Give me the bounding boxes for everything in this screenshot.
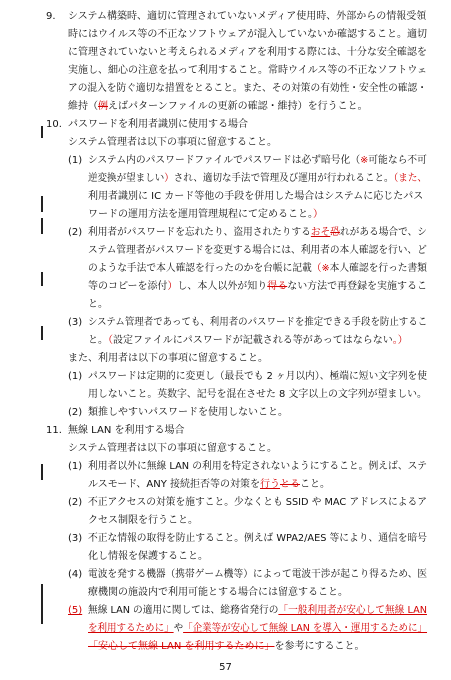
line-text [88,586,348,599]
text-segment: ワードの運用方法を運用管理規程にて定めること。 [88,209,313,220]
change-bar [41,584,43,624]
text-segment: システム内のパスワードファイルでパスワードは必ず暗号化（ [88,155,361,166]
text-segment: 可能なら不可 [368,155,427,166]
text-segment: 電波を発する機器（携帯ゲーム機等）によって電波干渉が起こり得るため、医 [88,569,428,580]
line-text [88,478,330,491]
text-segment: や [173,623,184,634]
text-segment: 無線 LAN を利用する場合 [68,425,185,436]
line-text [88,262,427,275]
line-text [88,622,427,635]
inserted-text: （※ [311,263,330,274]
line-text [88,280,427,293]
text-segment: システム管理者であっても、利用者のパスワードを推定できる手段を防止するこ [88,317,428,328]
deleted-text: 恐 [330,227,340,238]
text-segment: 類推しやすいパスワードを使用しないこと。 [88,407,288,418]
text-segment: パスワードは定期的に変更し（最長でも 2 ヶ月以内）、極端に短い文字列を使 [88,371,428,382]
text-segment: 化し情報を保護すること。 [88,551,208,562]
inserted-text: （ [108,335,113,346]
line-text [88,226,427,239]
inserted-text: を利用するために」 [88,623,174,634]
change-bar [41,464,43,480]
inserted-text: 行う [260,479,281,490]
line-text [68,10,426,23]
line-text [88,208,323,221]
line-text [88,514,198,527]
deleted-text: 例 [98,101,108,112]
line-text [88,316,427,329]
item-number: (1) [68,371,83,382]
text-segment: と。 [88,335,108,346]
text-segment: 不正な情報の取得を防止すること。例えば WPA2/AES 等により、通信を暗号 [88,533,428,544]
line-text [68,100,368,113]
inserted-text: ※ [360,155,369,166]
change-bar [41,126,43,138]
line-text [88,406,288,419]
text-segment: アの混入を防ぐ適切な措置をとること。また、その対策の有効性・安全性の確認・ [68,83,427,94]
item-number: (3) [68,533,83,544]
item-number: 9. [46,11,56,22]
line-text [68,64,427,77]
line-text [88,640,364,653]
line-text [68,46,427,59]
change-bar [41,218,43,234]
item-number: (2) [68,497,83,508]
line-text [88,298,108,311]
text-segment: また、利用者は以下の事項に留意すること。 [68,353,268,364]
text-segment: し、本人以外が知り [177,281,268,292]
text-segment: ステム管理者がパスワードを変更する場合には、利用者の本人確認を行い、ど [88,245,427,256]
line-text [88,604,427,617]
text-segment: 実施し、細心の注意を払って利用すること。常時ウイルス等の不正なソフトウェ [68,65,427,76]
text-segment: 利用者識別に IC カード等他の手段を併用した場合はシステムに応じたパス [88,191,424,202]
line-text [88,568,427,581]
text-segment: 維持（ [68,101,98,112]
line-text [88,388,427,401]
line-text [88,460,427,473]
inserted-text: ） [164,173,174,184]
text-segment: 利用者以外に無線 LAN の利用を特定されないようにすること。例えば、ステ [88,461,428,472]
inserted-text: 「企業等が安心して無線 LAN を導入・運用するために」 [183,623,428,634]
text-segment: 無線 LAN の適用に関しては、総務省発行の [88,605,279,616]
text-segment: され、適切な手法で管理及び運用が行われること。 [173,173,394,184]
text-segment: クセス制限を行うこと。 [88,515,198,526]
page-number: 57 [219,662,232,673]
line-text [68,352,268,365]
line-text [88,370,427,383]
text-segment: と。 [88,299,108,310]
text-segment: システム管理者は以下の事項に留意すること。 [68,443,277,454]
line-text [68,118,248,131]
change-bar [41,326,43,340]
line-text [68,424,184,437]
deleted-text: 得る [267,281,288,292]
text-segment: えばパターンファイルの更新の確認・維持）を行うこと。 [108,101,368,112]
text-segment: のような手法で本人確認を行ったのかを台帳に記載 [88,263,312,274]
line-text [88,334,408,347]
inserted-text: おそ [310,227,331,238]
item-number: 11. [46,425,62,436]
line-text [88,244,427,257]
item-number: 10. [46,119,62,130]
deleted-text: 「安心して無線 LAN を利用するために」 [88,641,275,652]
text-segment: こと。 [300,479,331,490]
change-bar [41,196,43,212]
text-segment: 逆変換が望ましい [88,173,165,184]
text-segment: ない方法で再登録を実施するこ [287,281,427,292]
line-text [68,442,277,455]
text-segment: を参考にすること。 [274,641,365,652]
item-number: (3) [68,317,83,328]
item-number: (4) [68,569,83,580]
text-segment: 利用者がパスワードを忘れたり、盗用されたりする [88,227,311,238]
line-text [68,136,277,149]
text-segment: 時にはウイルス等の不正なソフトウェアが混入していないか確認すること。適切 [68,29,427,40]
line-text [68,28,427,41]
text-segment: システム管理者は以下の事項に留意すること。 [68,137,277,148]
inserted-text: 。） [392,335,408,346]
item-number: (5) [68,605,83,616]
line-text [88,532,427,545]
item-number: (2) [68,407,83,418]
line-text [88,496,427,509]
item-number: (2) [68,227,83,238]
text-segment: 本人確認を行った書類 [329,263,427,274]
text-segment: れがある場合で、シ [339,227,427,238]
text-segment: に管理されていないと考えられるメディアを利用する際には、十分な安全確認を [68,47,427,58]
line-text [88,550,208,563]
inserted-text: （また、 [393,173,427,184]
text-segment: 不正アクセスの対策を施すこと。少なくとも SSID や MAC アドレスによるア [88,497,428,508]
line-text [88,172,427,185]
change-bar [41,272,43,286]
line-text [88,154,427,167]
inserted-text: ） [167,281,178,292]
text-segment: パスワードを利用者識別に使用する場合 [68,119,248,130]
text-segment: 療機関の施設内で利用可能とする場合には留意すること。 [88,587,348,598]
item-number: (1) [68,461,83,472]
text-segment: ルスモード、ANY 接続拒否等の対策を [88,479,261,490]
text-segment: 用しないこと。英数字、記号を混在させた 8 文字以上の文字列が望ましい。 [88,389,427,400]
item-number: (1) [68,155,83,166]
inserted-text: 「一般利用者が安心して無線 LAN [278,605,427,616]
deleted-text: とる [280,479,301,490]
text-segment: 等のコピーを添付 [88,281,168,292]
line-text [68,82,427,95]
line-text [88,190,423,203]
inserted-text: ） [313,209,323,220]
text-segment: システム構築時、適切に管理されていないメディア使用時、外部からの情報受領 [68,11,427,22]
text-segment: 設定ファイルにパスワードが記載される等があってはならない [113,335,393,346]
